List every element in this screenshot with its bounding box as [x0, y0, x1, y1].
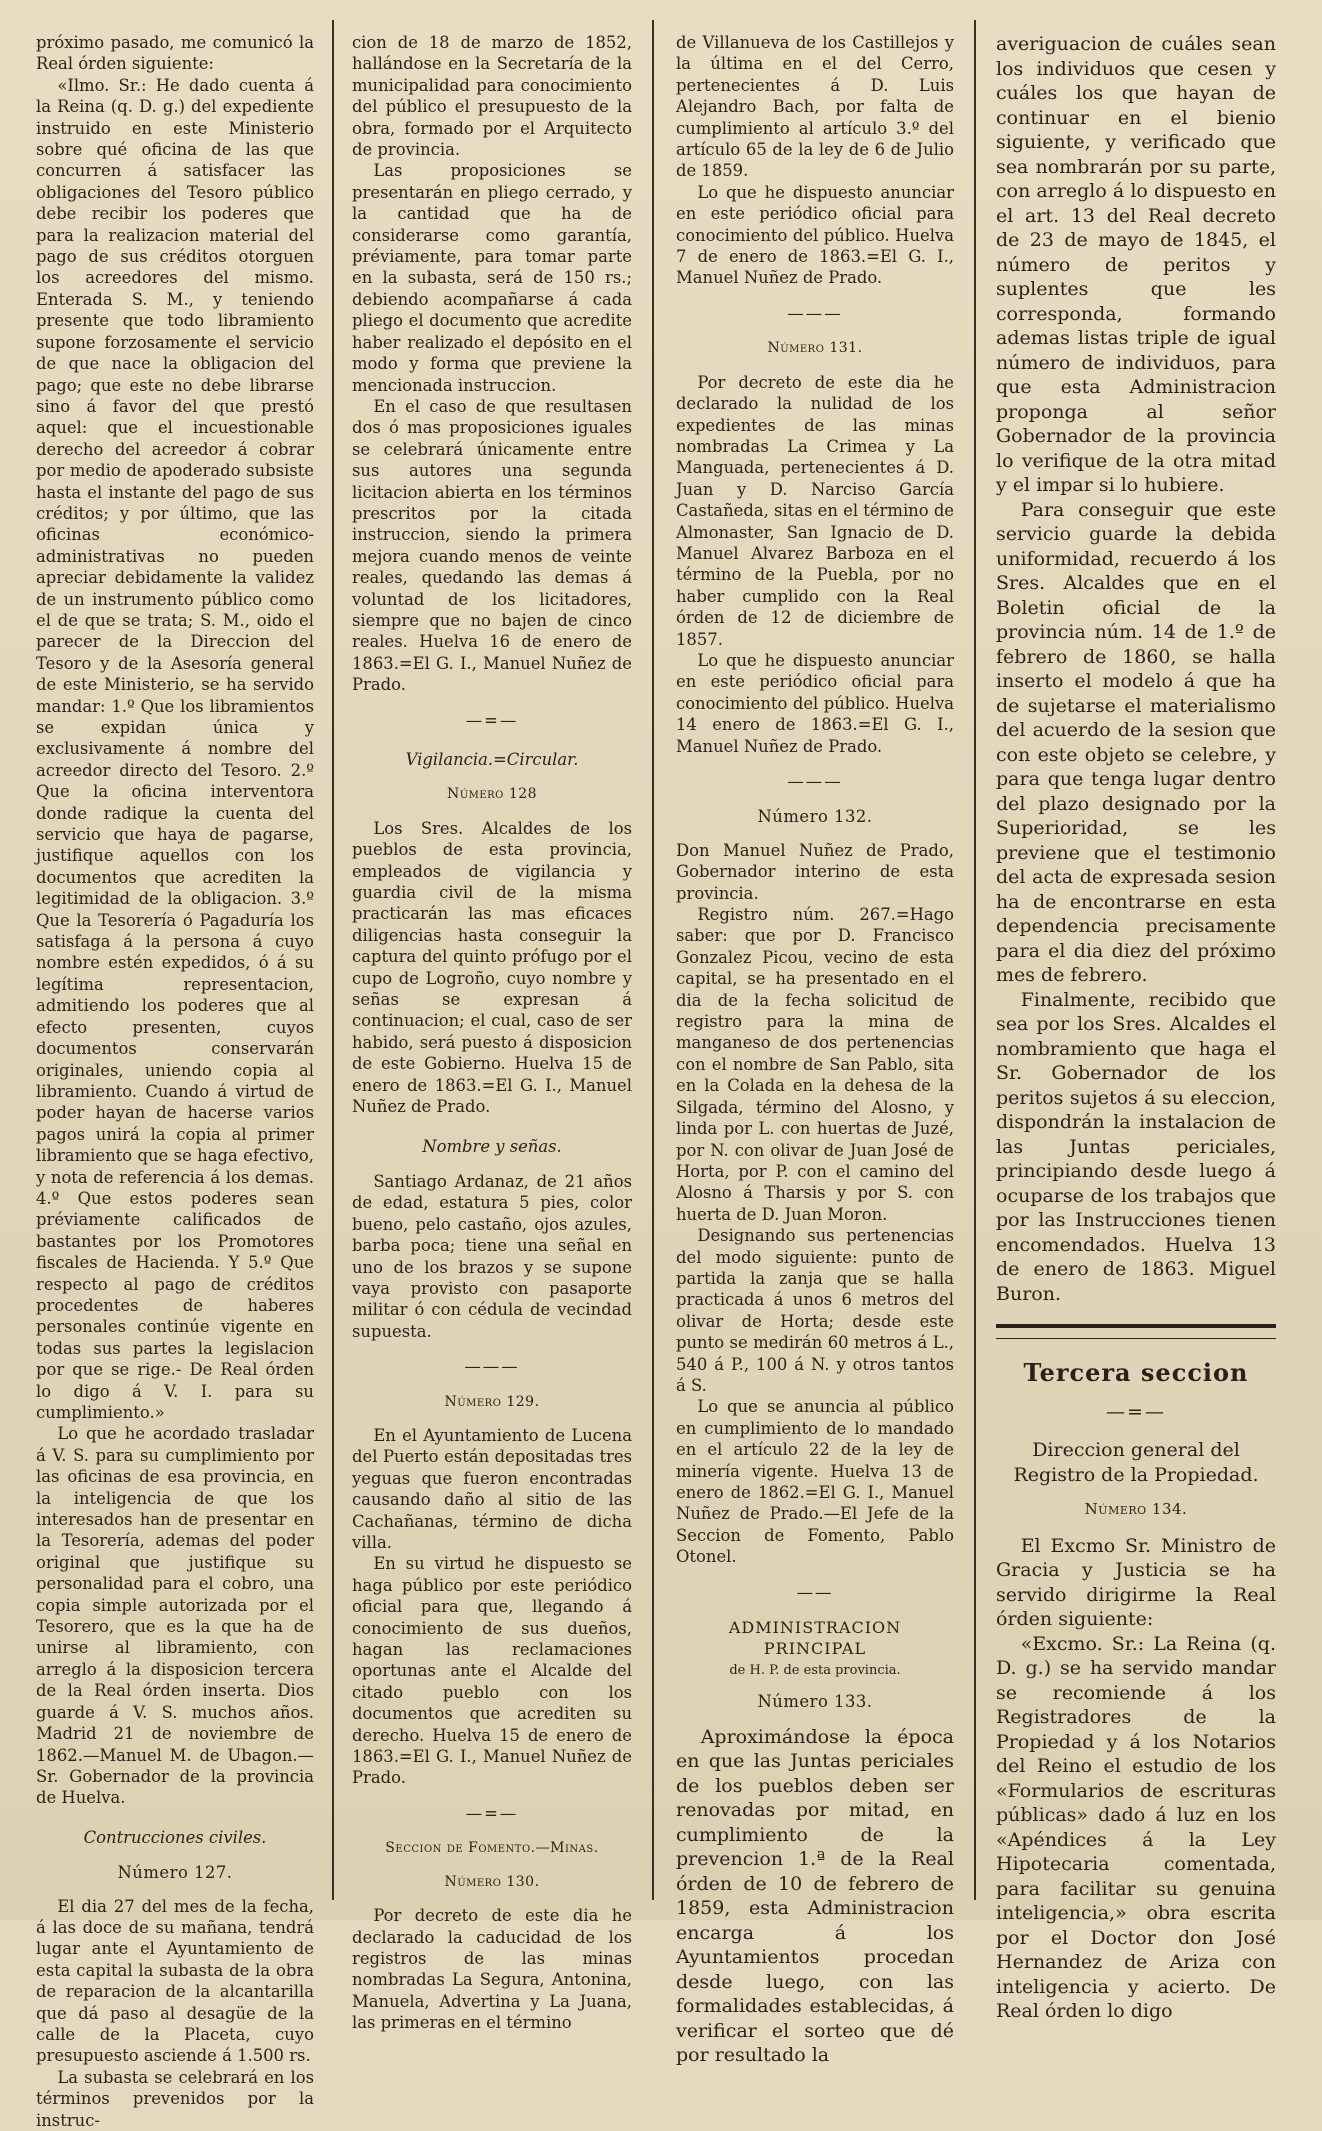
notice-number: Número 132. — [757, 807, 873, 827]
notice-number: Número 134. — [1084, 1500, 1188, 1518]
section-rule — [996, 1324, 1276, 1339]
separator: —— — [796, 1582, 834, 1602]
column-1 — [36, 32, 314, 2130]
royal-order-text: «Ilmo. Sr.: He dado cuenta á la Reina (q. D. g.) del expediente instruido en este Ministerio sobre qué oficina de las que concurren á satisfacer las obligaciones del Tesoro público debe recibir los poderes que para la realizacion material del pago de sus créditos otorguen los acreedores del mismo. Enterada S. M., y teniendo presente que todo libramiento supone forzosamente el servicio de que nace la obligacion del pago; que este no debe librarse sino á favor del que prestó aquel: que el incuestionable derecho del acreedor á cobrar por medio de apoderado subsiste hasta el instante del pago de sus créditos; y por último, que las oficinas económico-administrativas no pueden apreciar debidamente la validez de un instrumento público como el de que se trata; S. M., oido el parecer de la Direccion del Tesoro y de la Asesoría general de este Ministerio, se ha servido mandar: 1.º Que los libramientos se expidan única y exclusivamente á nombre del acreedor directo del Tesoro. 2.º Que la oficina interventora donde radique la cuenta del servicio que haya de pagarse, justifique aquellos con los documentos que acrediten la legitimidad de la obligacion. 3.º Que la Tesorería ó Pagaduría los satisfaga á la persona á cuyo nombre estén expedidos, ó á su legítima representacion, admitiendo los poderes que al efecto presenten, cuyos documentos conservarán originales, uniendo copia al libramiento. Cuando á virtud de poder hayan de hacerse varios pagos unirá la copia al primer libramiento que se haga efectivo, y nota de referencia á los demas. 4.º Que estos poderes sean préviamente calificados de bastantes por los Promotores fiscales de Hacienda. Y 5.º Que respecto al pago de créditos procedentes de haberes personales continúe vigente en todas sus partes la legislacion por que se rige.- De Real órden lo digo á V. I. para su cumplimiento.» — [36, 75, 314, 1422]
separator: —=— — [465, 1803, 519, 1823]
notice-number: Número 128 — [446, 786, 538, 803]
section-heading: Nombre y señas. — [422, 1136, 562, 1156]
separator: —=— — [465, 710, 519, 730]
paragraph: Registro núm. 267.=Hago saber: que por D. Francisco Gonzalez Picou, vecino de esta capital, se ha presentado en el dia de la fecha solicitud de registro para la mina de manganeso de dos pertenencias con el nombre de San Pablo, sita en la Colada en la dehesa de la Silgada, término del Alosno, y linda por L. con huertas de Juzé, por N. con olivar de Juan José de Horta, por P. con el camino del Alosno á Tharsis y por S. con huerta de D. Juan Moron. — [676, 905, 954, 1224]
paragraph: En el Ayuntamiento de Lucena del Puerto están depositadas tres yeguas que fueron encontradas causando daño al sitio de las Cachañanas, término de dicha villa. — [352, 1425, 632, 1552]
paragraph: Lo que he dispuesto anunciar en este periódico oficial para conocimiento del público. Huelva 14 enero de 1863.=El G. I., Manuel Nuñez de Prado. — [676, 650, 954, 756]
paragraph: El dia 27 del mes de la fecha, á las doce de su mañana, tendrá lugar ante el Ayuntamiento de esta capital la subasta de la obra de reparacion de la alcantarilla que dá paso al desagüe de la calle de la Placeta, cuyo presupuesto asciende á 1.500 rs. — [36, 1896, 314, 2066]
paragraph: Las proposiciones se presentarán en pliego cerrado, y la cantidad que ha de considerarse como garantía, préviamente, para tomar parte en la subasta, será de 150 rs.; debiendo acompañarse á cada pliego el documento que acredite haber realizado el depósito en el modo y forma que previene la mencionada instruccion. — [352, 161, 632, 395]
paragraph: Por decreto de este dia he declarado la nulidad de los expedientes de las minas nombradas La Crimea y La Manguada, pertenecientes á D. Juan y D. Narciso García Castañeda, sitas en el término de Almonaster, San Ignacio de D. Manuel Alvarez Barboza en el término de la Puebla, por no haber cumplido con la Real órden de 12 de diciembre de 1857. — [676, 372, 955, 649]
paragraph: Lo que he acordado trasladar á V. S. para su cumplimiento por las oficinas de esa provincia, en la inteligencia de que los interesados han de presentar en la Tesorería, ademas del poder original que justifique su personalidad para el cobro, una copia simple autorizada por el Tesorero, que es la que ha de unirse al libramiento, con arreglo á la disposicion tercera de la Real órden inserta. Dios guarde á V. S. muchos años. Madrid 21 de noviembre de 1862.—Manuel M. de Ubagon.—Sr. Gobernador de la provincia de Huelva. — [36, 1424, 314, 1808]
paragraph: Santiago Ardanaz, de 21 años de edad, estatura 5 pies, color bueno, pelo castaño, ojos azules, barba poca; tiene una señal en uno de los brazos y se supone vaya provisto con pasaporte militar ó con cédula de vecindad supuesta. — [352, 1171, 632, 1341]
separator: ——— — [464, 1357, 520, 1377]
section-heading: ADMINISTRACION PRINCIPAL — [728, 1618, 902, 1659]
column-divider — [652, 20, 654, 1900]
paragraph: Don Manuel Nuñez de Prado, Gobernador interino de esta provincia. — [676, 840, 954, 903]
notice-number: Número 131. — [767, 340, 863, 357]
paragraph: El Excmo Sr. Ministro de Gracia y Justicia se ha servido dirigirme la Real órden siguiente: — [996, 1534, 1276, 1630]
column-divider — [974, 20, 976, 1900]
paragraph: Designando sus pertenencias del modo siguiente: punto de partida la zanja que se halla practicada á unos 6 metros del olivar de Horta; desde este punto se medirán 60 metros á L., 540 á P., 100 á N. y otros tantos á S. — [676, 1226, 954, 1395]
section-heading: Direccion general del Registro de la Propiedad. — [1013, 1439, 1259, 1486]
section-heading: Vigilancia.=Circular. — [405, 750, 579, 769]
column-divider — [332, 20, 334, 1900]
section-subheading: de H. P. de esta provincia. — [729, 1662, 901, 1678]
section-title: Tercera seccion — [1023, 1358, 1249, 1387]
notice-number: Número 127. — [117, 1863, 233, 1883]
separator: ——— — [787, 772, 843, 791]
paragraph: próximo pasado, me comunicó la Real órden siguiente: — [36, 33, 314, 74]
paragraph: Para conseguir que este servicio guarde la debida uniformidad, recuerdo á los Sres. Alcaldes que en el Boletin oficial de la provincia núm. 14 de 1.º de febrero de 1860, se halla inserto el modelo á que ha de sujetarse el materialismo del acuerdo de la sesion que con este objeto se celebre, y para que tenga lugar dentro del plazo designado por la Superioridad, se les previene que el testimonio del acta de expresada sesion ha de encontrarse en esta dependencia precisamente para el dia diez del próximo mes de febrero. — [996, 498, 1276, 986]
paragraph: Lo que se anuncia al público en cumplimiento de lo mandado en el artículo 22 de la ley de minería vigente. Huelva 13 de enero de 1862.=El G. I., Manuel Nuñez de Prado.—El Jefe de la Seccion de Fomento, Pablo Otonel. — [676, 1397, 954, 1567]
notice-number: Número 129. — [444, 1393, 540, 1410]
column-3 — [676, 32, 955, 2067]
paragraph: La subasta se celebrará en los términos prevenidos por la instruc- — [36, 2067, 314, 2130]
separator: ——— — [787, 303, 843, 323]
notice-number: Número 130. — [444, 1873, 540, 1890]
paragraph: En su virtud he dispuesto se haga público por este periódico oficial para que, llegando á conocimiento de sus dueños, hagan las reclamaciones oportunas ante el Alcalde del citado pueblo con los documentos que acrediten su derecho. Huelva 15 de enero de 1863.=El G. I., Manuel Nuñez de Prado. — [352, 1554, 632, 1788]
paragraph: Finalmente, recibido que sea por los Sres. Alcaldes el nombramiento que haga el Sr. Gobernador de los peritos sujetos á su eleccion, dispondrán la instalacion de las Juntas periciales, principiando desde luego á ocuparse de los trabajos que por las Instrucciones tienen encomendados. Huelva 13 de enero de 1863. Miguel Buron. — [996, 988, 1276, 1305]
paragraph: cion de 18 de marzo de 1852, hallándose en la Secretaría de la municipalidad para conocimiento del público el presupuesto de la obra, formado por el Arquitecto de provincia. — [352, 33, 632, 160]
paragraph: de Villanueva de los Castillejos y la última en el del Cerro, pertenecientes á D. Luis Alejandro Bach, por falta de cumplimiento al artículo 3.º del artículo 65 de la ley de 6 de Julio de 1859. — [676, 33, 954, 181]
paragraph: «Excmo. Sr.: La Reina (q. D. g.) se ha servido mandar se recomiende á los Registradores de la Propiedad y á los Notarios del Reino el estudio de los «Formularios de escrituras públicas» dado á luz en los «Apéndices á la Ley Hipotecaria comentada, para facilitar su genuina inteligencia,» obra escrita por el Doctor don José Hernandez de Ariza con inteligencia y acierto. De Real órden lo digo — [996, 1632, 1276, 2022]
notice-number: Número 133. — [757, 1692, 873, 1712]
section-heading: Seccion de Fomento.—Minas. — [385, 1840, 599, 1857]
separator: —=— — [1106, 1400, 1166, 1423]
column-4 — [996, 32, 1276, 2022]
paragraph: averiguacion de cuáles sean los individuos que cesen y cuáles los que hayan de continuar en el bienio siguiente, y verificado que sea nombrarán por su parte, con arreglo á lo dispuesto en el art. 13 del Real decreto de 23 de mayo de 1845, el número de peritos y suplentes que les corresponda, formando ademas listas triple de igual número de individuos, para que esta Administracion proponga al señor Gobernador de la provincia lo verifique de la otra mitad y el impar si lo hubiere. — [996, 33, 1276, 496]
paragraph: Lo que he dispuesto anunciar en este periódico oficial para conocimiento del público. Huelva 7 de enero de 1863.=El G. I., Manuel Nuñez de Prado. — [676, 182, 954, 288]
paragraph: En el caso de que resultasen dos ó mas proposiciones iguales se celebrará únicamente entre sus autores una segunda licitacion abierta en los términos prescritos por la citada instruccion, siendo la primera mejora cuando menos de veinte reales, quedando las demas á voluntad de los licitadores, siempre que no bajen de cinco reales. Huelva 16 de enero de 1863.=El G. I., Manuel Nuñez de Prado. — [352, 396, 632, 695]
paragraph: Los Sres. Alcaldes de los pueblos de esta provincia, empleados de vigilancia y guardia civil de la misma practicarán las mas eficaces diligencias hasta conseguir la captura del quinto prófugo por el cupo de Logroño, cuyo nombre y señas se expresan á continuacion; el cual, caso de ser habido, será puesto á disposicion de este Gobierno. Huelva 15 de enero de 1863.=El G. I., Manuel Nuñez de Prado. — [352, 818, 632, 1117]
paragraph: Aproximándose la época en que las Juntas periciales de los pueblos deben ser renovadas por mitad, en cumplimiento de la prevencion 1.ª de la Real órden de 10 de febrero de 1859, esta Administracion encarga á los Ayuntamientos procedan desde luego, con las formalidades establecidas, á verificar el sorteo que dé por resultado la — [676, 1725, 954, 2067]
column-2 — [352, 32, 632, 2033]
paragraph: Por decreto de este dia he declarado la caducidad de los registros de las minas nombradas La Segura, Antonina, Manuela, Advertina y La Juana, las primeras en el término — [352, 1906, 632, 2033]
section-heading: Contrucciones civiles. — [83, 1827, 267, 1847]
